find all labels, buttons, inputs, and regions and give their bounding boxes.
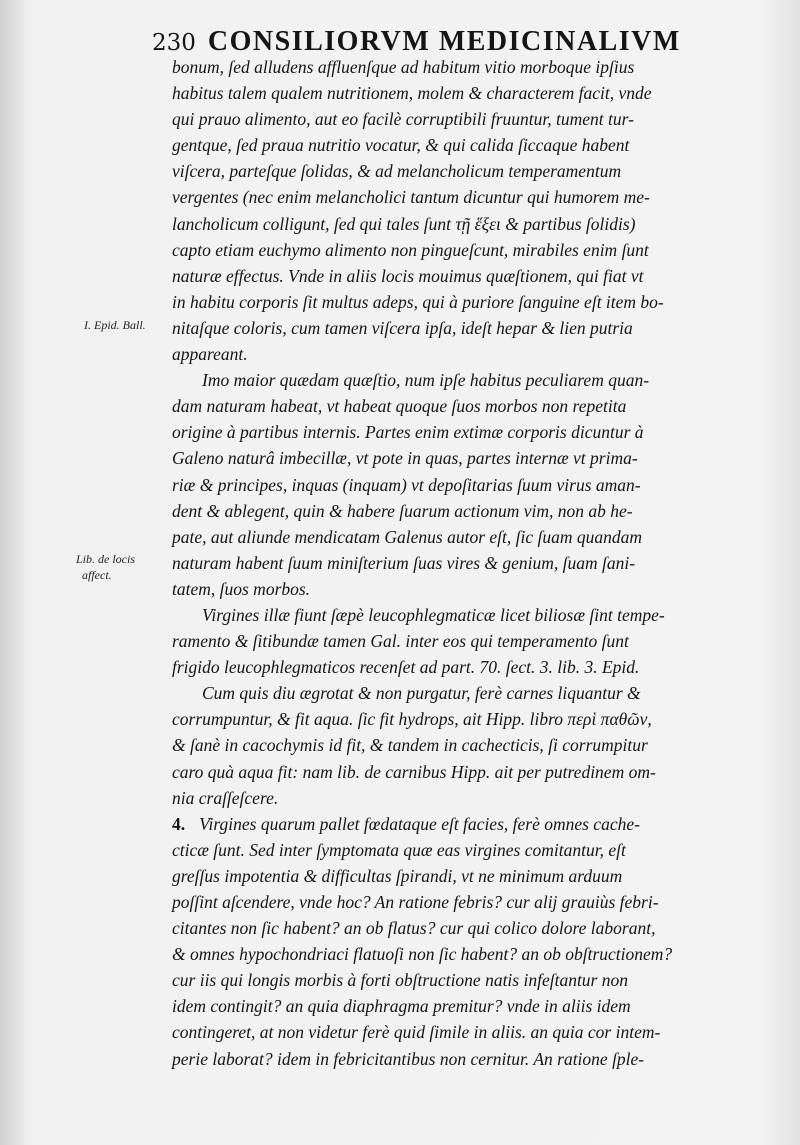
text-line: greſſus impotentia & difficultas ſpirandi, vt ne minimum arduum (172, 865, 623, 886)
text-line: in habitu corporis ſit multus adeps, qui à puriore ſanguine eſt item bo- (172, 291, 664, 312)
text-line: cticæ ſunt. Sed inter ſymptomata quæ eas virgines comitantur, eſt (172, 839, 626, 860)
text-line: pate, aut aliunde mendicatam Galenus autor eſt, ſic ſuam quandam (172, 526, 643, 547)
text-line: bonum, ſed alludens affluenſque ad habitum vitio morboque ipſius (172, 57, 635, 77)
text-line (172, 811, 762, 837)
bleed-through-text (78, 60, 164, 100)
text-line: tatem, ſuos morbos. (172, 578, 311, 599)
text-line: gentque, ſed praua nutritio vocatur, & qui calida ſiccaque habent (172, 135, 630, 156)
text-line: origine à partibus internis. Partes enim extimæ corporis dicuntur à (172, 422, 644, 443)
text-line: Galeno naturâ imbecillæ, vt pote in quas, partes internæ vt prima- (172, 448, 638, 469)
paragraph-4 (172, 680, 762, 810)
marginal-note-epid: I. Epid. Ball. (84, 318, 146, 332)
text-line: naturæ effectus. Vnde in aliis locis mouimus quæſtionem, qui fiat vt (172, 265, 644, 286)
text-line: riæ & principes, inquas (inquam) vt depoſitarias ſuum virus aman- (172, 474, 641, 495)
text-line: & omnes hypochondriaci flatuoſi non ſic habent? an ob obſtructionem? (172, 944, 673, 965)
text-line: idem contingit? an quia diaphragma premitur? vnde in aliis idem (172, 996, 631, 1017)
text-line: nitaſque coloris, cum tamen viſcera ipſa, ideſt hepar & lien putria (172, 317, 633, 338)
text-line: & ſanè in cacochymis id fit, & tandem in cachecticis, ſi corrumpitur (172, 735, 648, 756)
text-line: Imo maior quædam quæſtio, num ipſe habitus peculiarem quan- (202, 370, 650, 391)
text-line: habitus talem qualem nutritionem, molem & characterem facit, vnde (172, 83, 652, 104)
text-line: citantes non ſic habent? an ob flatus? cur qui colico dolore laborant, (172, 918, 656, 939)
page-header (152, 26, 770, 56)
text-line: viſcera, parteſque ſolidas, & ad melancholicum temperamentum (172, 161, 622, 182)
section-number: 4. (172, 813, 186, 834)
text-line: caro quà aqua fit: nam lib. de carnibus Hipp. ait per putredinem om- (172, 761, 656, 782)
text-line: Virgines illæ fiunt ſæpè leucophlegmaticæ licet biliosæ ſint tempe- (202, 604, 665, 625)
text-line: frigido leucophlegmaticos recenſet ad part. 70. ſect. 3. lib. 3. Epid. (172, 657, 640, 678)
text-line: dent & ablegent, quin & habere ſuarum actionum vim, non ab he- (172, 500, 633, 521)
page-number: 230 (152, 30, 196, 56)
text-line-content: Virgines quarum pallet fœdataque eſt facies, ferè omnes cache- (199, 813, 640, 834)
text-line: lancholicum colligunt, ſed qui tales ſunt τῇ ἕξει & partibus ſolidis) (172, 213, 636, 234)
text-line: contingeret, at non videtur ferè quid ſimile in aliis. an quia cor intem- (172, 1022, 661, 1043)
text-line: appareant. (172, 344, 248, 365)
text-line: cur iis qui longis morbis à forti obſtructione natis infeſtantur non (172, 970, 628, 991)
running-title: CONSILIORVM MEDICINALIVM (207, 26, 681, 57)
marginal-note-lib: Lib. de locis (76, 552, 135, 566)
paragraph-3 (172, 602, 762, 680)
text-line: naturam habent ſuum miniſterium ſuas vires & genium, ſuam ſani- (172, 552, 636, 573)
marginal-note-affect: affect. (82, 568, 112, 582)
text-line: perie laborat? idem in febricitantibus non cernitur. An ratione ſple- (172, 1048, 645, 1069)
text-line: qui prauo alimento, aut eo facilè corruptibili fruuntur, tument tur- (172, 109, 634, 130)
text-line: ramento & ſitibundæ tamen Gal. inter eos qui temperamento ſunt (172, 631, 629, 652)
text-line: corrumpuntur, & fit aqua. ſic fit hydrops, ait Hipp. libro περὶ παθῶν, (172, 709, 652, 730)
text-line: Cum quis diu ægrotat & non purgatur, ferè carnes liquantur & (202, 683, 641, 704)
paragraph-1 (172, 54, 762, 367)
text-line: vergentes (nec enim melancholici tantum dicuntur qui humorem me- (172, 187, 650, 208)
text-line: dam naturam habeat, vt habeat quoque ſuos morbos non repetita (172, 396, 627, 417)
text-line: nia craſſeſcere. (172, 787, 279, 808)
paragraph-5 (172, 811, 762, 1072)
paragraph-2 (172, 367, 762, 602)
text-line: poſſint aſcendere, vnde hoc? An ratione febris? cur alij grauiùs febri- (172, 892, 659, 912)
main-text (172, 54, 762, 1072)
text-line: capto etiam euchymo alimento non pingueſcunt, mirabiles enim ſunt (172, 239, 649, 260)
